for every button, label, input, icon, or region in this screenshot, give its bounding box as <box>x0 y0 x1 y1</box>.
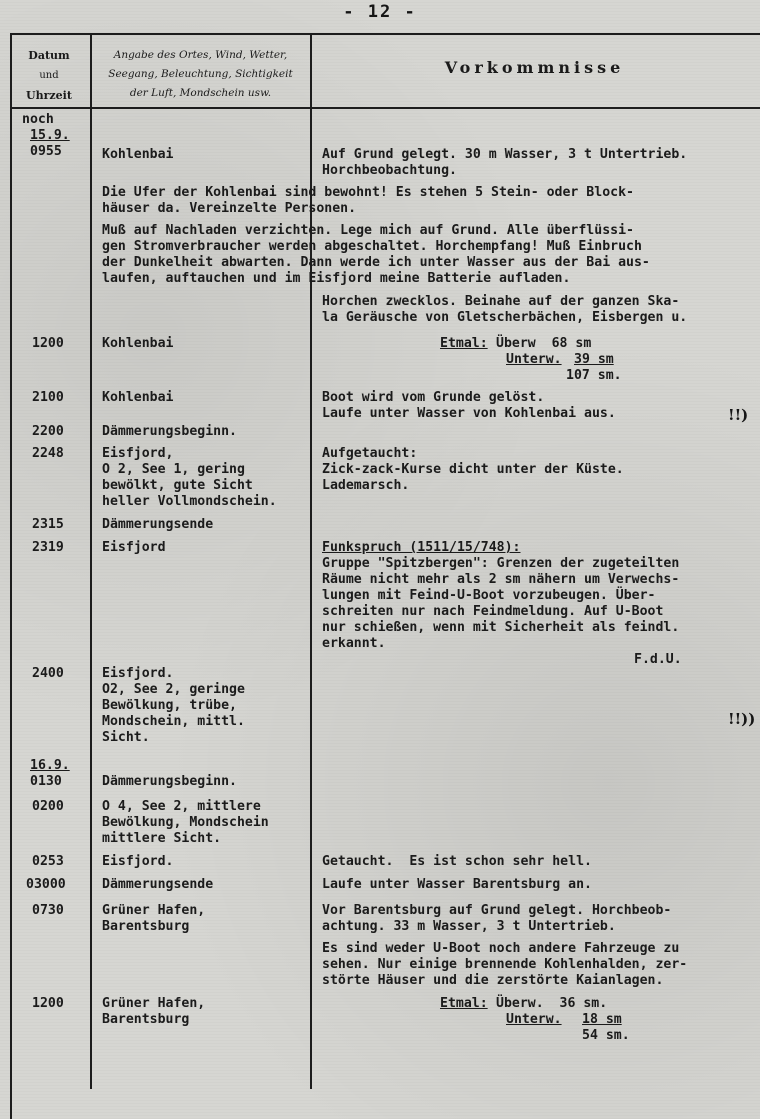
time-0130: 0130 <box>30 774 62 789</box>
funkspruch-l4: schreiten nur nach Feindmeldung. Auf U-Boot <box>322 604 664 619</box>
ort-0200-l3: mittlere Sicht. <box>102 831 222 846</box>
vork-0730-l4: sehen. Nur einige brennende Kohlenhalden, zer- <box>322 957 688 972</box>
date-15-9: 15.9. <box>30 128 70 143</box>
etmal-a-l2a: Unterw. <box>506 352 562 367</box>
header-ort-line: Seegang, Beleuchtung, Sichtigkeit <box>108 68 293 80</box>
etmal-label-b: Etmal: <box>440 996 488 1011</box>
etmal-b-l2b: 18 sm <box>582 1012 622 1027</box>
ort-2200: Dämmerungsbeginn. <box>102 424 237 439</box>
ort-2400-l2: O2, See 2, geringe <box>102 682 245 697</box>
header-datum <box>14 46 84 106</box>
page-number: - 12 - <box>343 2 417 22</box>
time-2319: 2319 <box>32 540 64 555</box>
margin-mark-1: !!) <box>728 406 749 424</box>
para-3-l2: la Geräusche von Gletscherbächen, Eisbergen u. <box>322 310 688 325</box>
header-rule-top <box>10 33 760 35</box>
column-rule-datum <box>90 34 92 1089</box>
ort-0730-l1: Grüner Hafen, <box>102 903 206 918</box>
time-0253: 0253 <box>32 854 64 869</box>
ort-0730-l2: Barentsburg <box>102 919 190 934</box>
etmal-a-l1: Überw 68 sm <box>496 336 592 351</box>
para-1-l2: häuser da. Vereinzelte Personen. <box>102 201 357 216</box>
ort-2248-l1: Eisfjord, <box>102 446 174 461</box>
ort-0253: Eisfjord. <box>102 854 174 869</box>
vork-0730-l3: Es sind weder U-Boot noch andere Fahrzeuge zu <box>322 941 680 956</box>
date-16-9: 16.9. <box>30 758 70 773</box>
time-2200: 2200 <box>32 424 64 439</box>
vork-0730-l1: Vor Barentsburg auf Grund gelegt. Horchbeob- <box>322 903 672 918</box>
ort-1200-b-l1: Grüner Hafen, <box>102 996 206 1011</box>
ort-0130: Dämmerungsbeginn. <box>102 774 237 789</box>
header-datum-line: Datum <box>28 49 70 62</box>
etmal-b-l3: 54 sm. <box>582 1028 630 1043</box>
para-3-l1: Horchen zwecklos. Beinahe auf der ganzen Ska- <box>322 294 680 309</box>
time-0730: 0730 <box>32 903 64 918</box>
time-0200: 0200 <box>32 799 64 814</box>
ort-2319: Eisfjord <box>102 540 166 555</box>
time-0300: 03000 <box>26 877 66 892</box>
time-2315: 2315 <box>32 517 64 532</box>
time-2400: 2400 <box>32 666 64 681</box>
ort-2248-l2: O 2, See 1, gering <box>102 462 245 477</box>
para-2-l2: gen Stromverbraucher werden abgeschaltet. Horchempfang! Muß Einbruch <box>102 239 642 254</box>
ort-2248-l3: bewölkt, gute Sicht <box>102 478 253 493</box>
etmal-b-l2a: Unterw. <box>506 1012 562 1027</box>
funkspruch-l6: erkannt. <box>322 636 386 651</box>
time-2100: 2100 <box>32 390 64 405</box>
funkspruch-l5: nur schießen, wenn mit Sicherheit als feindl. <box>322 620 680 635</box>
header-datum-line: Uhrzeit <box>26 89 72 102</box>
vork-0955-l2: Horchbeobachtung. <box>322 163 457 178</box>
etmal-a-l3: 107 sm. <box>566 368 622 383</box>
ort-2315: Dämmerungsende <box>102 517 214 532</box>
vork-2248-l1: Aufgetaucht: <box>322 446 418 461</box>
column-rule-left <box>10 34 12 1119</box>
vork-0300: Laufe unter Wasser Barentsburg an. <box>322 877 592 892</box>
time-1200-a: 1200 <box>32 336 64 351</box>
vork-0730-l5: störte Häuser und die zerstörte Kaianlagen. <box>322 973 664 988</box>
ort-0955: Kohlenbai <box>102 147 174 162</box>
header-ort-line: der Luft, Mondschein usw. <box>129 87 272 99</box>
ort-2100: Kohlenbai <box>102 390 174 405</box>
ort-0300: Dämmerungsende <box>102 877 214 892</box>
ort-1200-b-l2: Barentsburg <box>102 1012 190 1027</box>
vork-2100-l1: Boot wird vom Grunde gelöst. <box>322 390 545 405</box>
ort-0200-l1: O 4, See 2, mittlere <box>102 799 261 814</box>
vork-2100-l2: Laufe unter Wasser von Kohlenbai aus. <box>322 406 616 421</box>
header-datum-line: und <box>39 70 59 81</box>
vork-0253: Getaucht. Es ist schon sehr hell. <box>322 854 592 869</box>
time-0955: 0955 <box>30 144 62 159</box>
ort-2400-l3: Bewölkung, trübe, <box>102 698 237 713</box>
funkspruch-l1: Gruppe "Spitzbergen": Grenzen der zugeteilten <box>322 556 680 571</box>
para-2-l4: laufen, auftauchen und im Eisfjord meine Batterie aufladen. <box>102 271 571 286</box>
vork-0730-l2: achtung. 33 m Wasser, 3 t Untertrieb. <box>322 919 616 934</box>
etmal-b-l1: Überw. 36 sm. <box>496 996 608 1011</box>
vork-0955-l1: Auf Grund gelegt. 30 m Wasser, 3 t Untertrieb. <box>322 147 688 162</box>
margin-mark-2: !!)) <box>728 710 756 728</box>
funkspruch-signature: F.d.U. <box>634 652 682 667</box>
ort-2248-l4: heller Vollmondschein. <box>102 494 277 509</box>
header-ort-line: Angabe des Ortes, Wind, Wetter, <box>113 49 288 61</box>
ort-0200-l2: Bewölkung, Mondschein <box>102 815 269 830</box>
ort-1200-a: Kohlenbai <box>102 336 174 351</box>
funkspruch-heading: Funkspruch (1511/15/748): <box>322 540 521 555</box>
time-1200-b: 1200 <box>32 996 64 1011</box>
header-rule-bottom <box>10 107 760 109</box>
ort-2400-l4: Mondschein, mittl. <box>102 714 245 729</box>
header-ort <box>93 46 308 103</box>
etmal-a-l2b: 39 sm <box>574 352 614 367</box>
header-vorkommnisse: Vorkommnisse <box>444 58 625 77</box>
date-noch: noch <box>22 112 54 127</box>
ort-2400-l1: Eisfjord. <box>102 666 174 681</box>
para-2-l1: Muß auf Nachladen verzichten. Lege mich auf Grund. Alle überflüssi- <box>102 223 634 238</box>
vork-2248-l3: Lademarsch. <box>322 478 410 493</box>
para-2-l3: der Dunkelheit abwarten. Dann werde ich unter Wasser aus der Bai aus- <box>102 255 650 270</box>
funkspruch-l3: lungen mit Feind-U-Boot vorzubeugen. Über- <box>322 588 656 603</box>
vork-2248-l2: Zick-zack-Kurse dicht unter der Küste. <box>322 462 624 477</box>
ort-2400-l5: Sicht. <box>102 730 150 745</box>
para-1-l1: Die Ufer der Kohlenbai sind bewohnt! Es stehen 5 Stein- oder Block- <box>102 185 634 200</box>
funkspruch-l2: Räume nicht mehr als 2 sm nähern um Verwechs- <box>322 572 680 587</box>
time-2248: 2248 <box>32 446 64 461</box>
etmal-label-a: Etmal: <box>440 336 488 351</box>
